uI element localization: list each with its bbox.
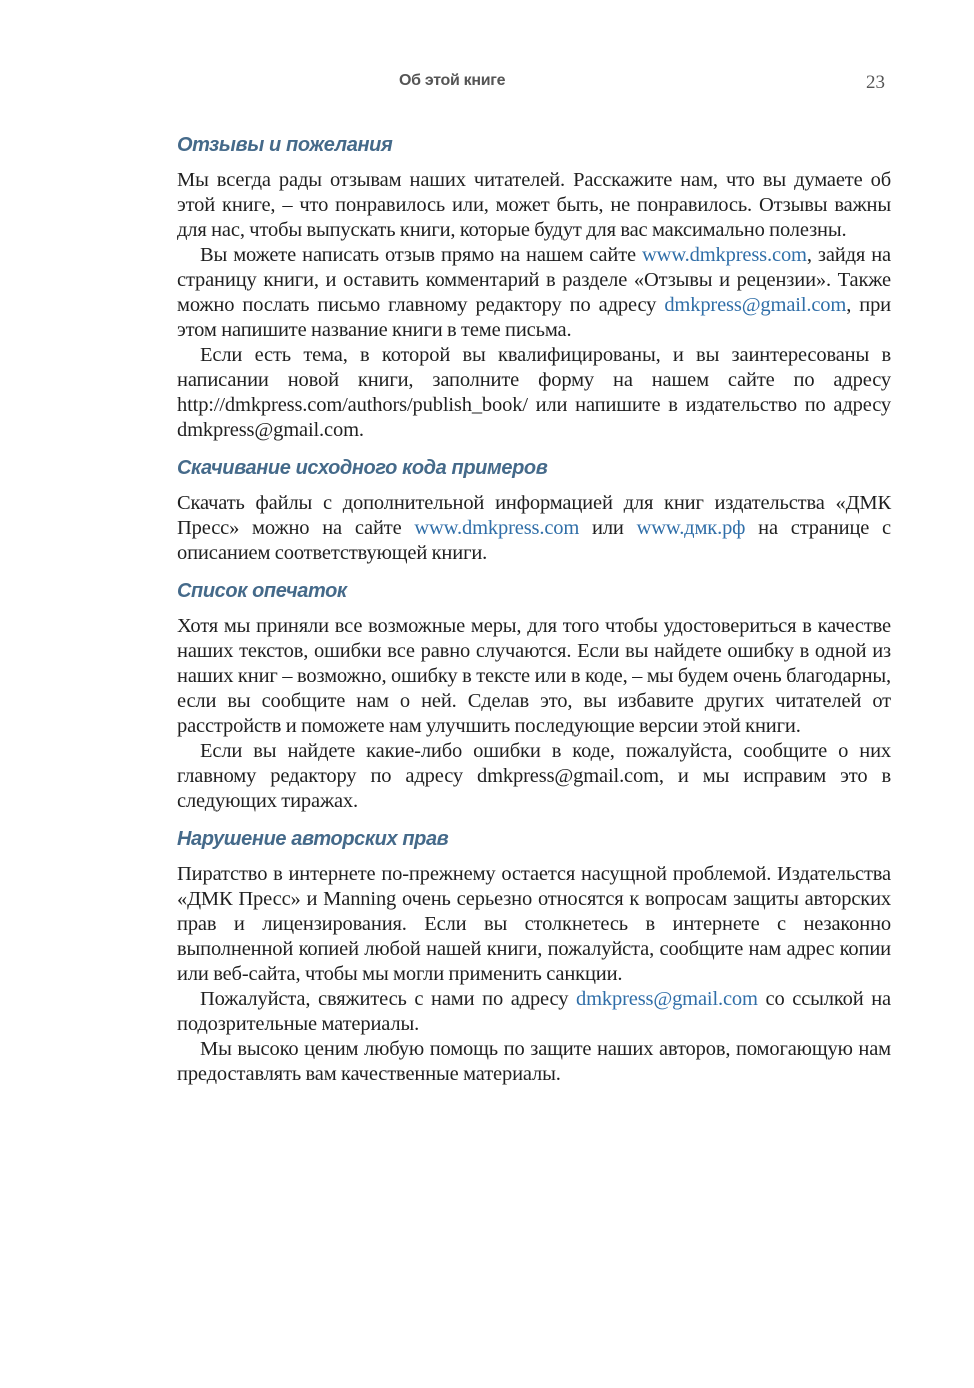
text-run: , зайдя на страницу книги, и оставить комментарий в разделе «Отзывы и рецензии». Также можно послать письмо главному редактору по адресу [177,244,891,316]
text-run: Вы можете написать отзыв прямо на нашем сайте [200,244,643,266]
text-run: со ссылкой на подозрительные материалы. [177,988,891,1035]
text-run: , при этом напишите название книги в теме письма. [177,294,891,341]
paragraph [177,739,891,814]
section-heading: Скачивание исходного кода примеров [177,457,548,479]
paragraph [177,168,891,243]
text-run: Мы высоко ценим любую помощь по защите наших авторов, помогающую нам предоставлять вам качественные материалы. [177,1038,891,1085]
link[interactable]: dmkpress@gmail.com [575,988,758,1010]
text-run: Пиратство в интернете по-прежнему остается насущной проблемой. Издательства «ДМК Пресс» и Manning очень серьезно относятся к вопросам защиты авторских прав и лицензирования. Если вы столкнетесь в интернете с незаконно выполненной копией любой нашей книги, пожалуйста, сообщите нам адрес копии или веб-сайта, чтобы мы могли применить санкции. [177,863,891,985]
section-heading: Список опечаток [177,580,347,602]
section-heading: Отзывы и пожелания [177,134,393,156]
link[interactable]: www.дмк.рф [636,517,746,539]
link[interactable]: www.dmkpress.com [414,517,580,539]
paragraph [177,1037,891,1087]
running-header-title: Об этой книге [399,72,506,89]
running-header [0,72,974,96]
paragraph [177,491,891,566]
page-body [177,128,891,1099]
link[interactable]: www.dmkpress.com [642,244,807,266]
text-run: Хотя мы приняли все возможные меры, для того чтобы удостовериться в качестве наших текстов, ошибки все равно случаются. Если вы найдете ошибку в одной из наших книг – возможно, ошибку в тексте или в коде, – мы будем очень благодарны, если вы сообщите нам о ней. Сделав это, вы избавите других читателей от расстройств и поможете нам улучшить последующие версии этой книги. [177,615,891,737]
page-number: 23 [866,72,885,93]
paragraph [177,614,891,739]
text-run: Если вы найдете какие-либо ошибки в коде, пожалуйста, сообщите о них главному редактору по адресу dmkpress@gmail.com, и мы исправим это в следующих тиражах. [177,740,891,812]
text-run: Скачать файлы с дополнительной информацией для книг издательства «ДМК Пресс» можно на сайте [177,492,891,539]
paragraph [177,987,891,1037]
text-run: Пожалуйста, свяжитесь с нами по адресу [200,988,576,1010]
text-run: Если есть тема, в которой вы квалифицированы, и вы заинтересованы в написании новой книги, заполните форму на нашем сайте по адресу http://dmkpress.com/authors/publish_book/ или напишите в издательство по адресу dmkpress@gmail.com. [177,344,891,441]
section-heading: Нарушение авторских прав [177,828,449,850]
link[interactable]: dmkpress@gmail.com [664,294,847,316]
text-run: на странице с описанием соответствующей книги. [177,517,891,564]
paragraph [177,243,891,343]
text-run: или [579,517,637,539]
text-run: Мы всегда рады отзывам наших читателей. Расскажите нам, что вы думаете об этой книге, – что понравилось или, может быть, не понравилось. Отзывы важны для нас, чтобы выпускать книги, которые будут для вас максимально полезны. [177,169,891,241]
paragraph [177,862,891,987]
paragraph [177,343,891,443]
